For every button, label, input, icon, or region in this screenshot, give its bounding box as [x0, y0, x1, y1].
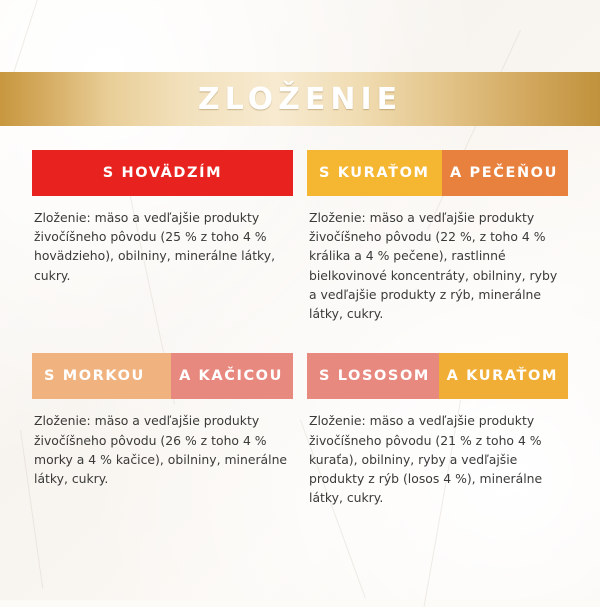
flavour-tag-part: S HOVÄDZÍM [32, 150, 293, 196]
ingredient-block-chicken-liver [307, 150, 568, 323]
flavour-tag-part: S MORKOU [32, 353, 171, 399]
ingredient-block-turkey-duck [32, 353, 293, 507]
ingredient-description: Zloženie: mäso a vedľajšie produkty živočíšneho pôvodu (25 % z toho 4 % hovädzieho), obilniny, minerálne látky, cukry. [34, 210, 276, 283]
flavour-tag-part: S LOSOSOM [307, 353, 439, 399]
ingredient-block-salmon-chicken [307, 353, 568, 507]
ingredient-description: Zloženie: mäso a vedľajšie produkty živočíšneho pôvodu (22 %, z toho 4 % králika a 4 % pečene), rastlinné bielkovinové koncentráty, obilniny, ryby a vedľajšie produkty z rýb, minerálne látky, cukry. [309, 210, 558, 322]
page-title: ZLOŽENIE [197, 81, 403, 117]
flavour-tag [32, 353, 293, 399]
ingredient-blocks [32, 150, 568, 507]
flavour-tag-part: A KAČICOU [171, 353, 293, 399]
flavour-tag-part: A PEČEŇOU [442, 150, 568, 196]
ingredient-description: Zloženie: mäso a vedľajšie produkty živočíšneho pôvodu (21 % z toho 4 % kuraťa), obilniny, ryby a vedľajšie produkty z rýb (losos 4 %), minerálne látky, cukry. [309, 413, 543, 506]
flavour-tag [307, 353, 568, 399]
flavour-tag [307, 150, 568, 196]
ingredient-description: Zloženie: mäso a vedľajšie produkty živočíšneho pôvodu (26 % z toho 4 % morky a 4 % kačice), obilniny, minerálne látky, cukry. [34, 413, 288, 486]
flavour-tag [32, 150, 293, 196]
ingredient-block-beef [32, 150, 293, 323]
flavour-tag-part: S KURAŤOM [307, 150, 442, 196]
flavour-tag-part: A KURAŤOM [439, 353, 568, 399]
banner [0, 72, 600, 126]
